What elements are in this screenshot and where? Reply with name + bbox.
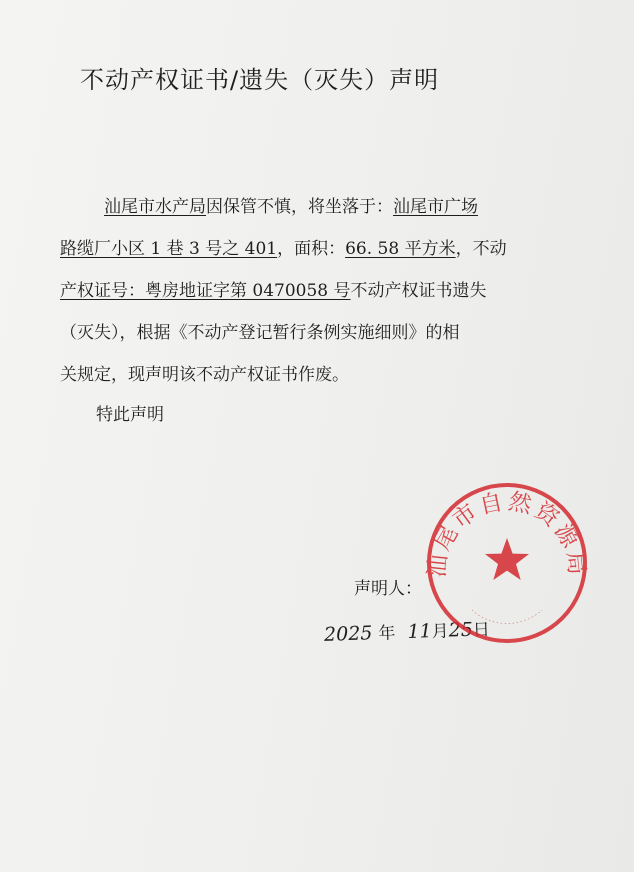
body-text: ，不动: [455, 239, 507, 259]
seal-star-icon: [485, 538, 529, 580]
body-text: 关规定，现声明该不动产权证书作废。: [60, 365, 349, 385]
date-day: 25: [448, 618, 474, 642]
body-text: （灭失），根据《不动产登记暂行条例实施细则》的相: [60, 323, 460, 343]
body-line-3: [60, 280, 487, 302]
date-month: 11: [407, 620, 433, 643]
body-text: 不动产权证书遗失: [350, 281, 487, 301]
body-line-2: [60, 238, 507, 260]
body-line-1: [104, 196, 478, 218]
body-text: ，面积：: [277, 239, 346, 259]
document-title: 不动产权证书/遗失（灭失）声明: [80, 66, 440, 94]
declarant-label: 声明人：: [354, 579, 422, 599]
date-month-unit: 月: [431, 621, 450, 643]
address-part-2: 路缆厂小区 1 巷 3 号之 401: [60, 239, 278, 259]
official-seal-stamp: [424, 480, 590, 646]
date-year-unit: 年: [378, 623, 396, 644]
body-line-5: [60, 364, 349, 386]
certificate-number: 产权证号：粤房地证字第 0470058 号: [60, 281, 351, 301]
address-part-1: 汕尾市广场: [393, 197, 478, 217]
declarant-name: 汕尾市水产局: [104, 197, 206, 217]
area-value: 66. 58 平方米: [345, 239, 456, 259]
body-text: 因保管不慎，将坐落于：: [206, 197, 393, 217]
closing-text: 特此声明: [96, 405, 164, 425]
body-line-4: [60, 322, 460, 344]
date-day-unit: 日: [472, 620, 491, 641]
date-year: 2025: [323, 622, 373, 646]
seal-text: 汕尾市自然资源局: [424, 488, 590, 579]
